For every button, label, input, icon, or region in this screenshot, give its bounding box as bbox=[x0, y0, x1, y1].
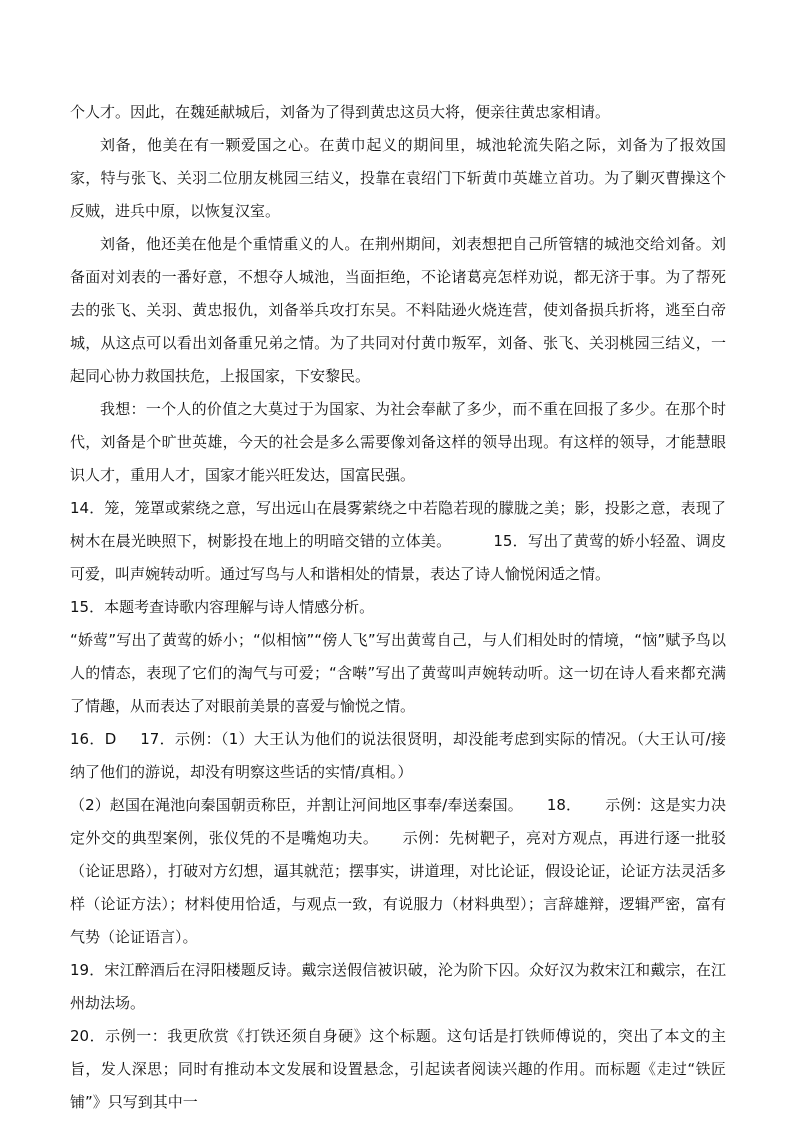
answer-17-18 bbox=[70, 789, 726, 954]
answer-15-analysis: “娇莺”写出了黄莺的娇小；“似相恼”“傍人飞”写出黄莺自己，与人们相处时的情境，“恼”赋予鸟以人的情态，表现了它们的淘气与可爱；“含啭”写出了黄莺叫声婉转动听。这一切在诗人看来都充满了情趣，从而表达了对眼前美景的喜爱与愉悦之情。 bbox=[70, 631, 726, 715]
answer-18-number: 18． bbox=[546, 796, 582, 814]
answer-14: 14．笼，笼罩或萦绕之意，写出远山在晨雾萦绕之中若隐若现的朦胧之美；影，投影之意，表现了树木在晨光映照下，树影投在地上的明暗交错的立体美。 bbox=[70, 499, 726, 550]
answer-18-example-2: 示例：先树靶子，亮对方观点，再进行逐一批驳（论证思路），打破对方幻想，逼其就范；摆事实，讲道理，对比论证，假设论证，论证方法灵活多样（论证方法）；材料使用恰适，与观点一致，有说服力（材料典型）；言辞雄辩，逻辑严密，富有气势（论证语言）。 bbox=[70, 829, 726, 946]
answer-15: 15．写出了黄莺的娇小轻盈、调皮可爱，叫声婉转动听。通过写鸟与人和谐相处的情景，表达了诗人愉悦闲适之情。 bbox=[70, 532, 726, 583]
answer-19: 19．宋江醉酒后在浔阳楼题反诗。戴宗送假信被识破，沦为阶下囚。众好汉为救宋江和戴宗，在江州劫法场。 bbox=[70, 961, 726, 1012]
answer-16: 16．D bbox=[70, 730, 117, 748]
document-body bbox=[70, 96, 726, 1119]
answer-17: 17．示例：（1）大王认为他们的说法很贤明，却没能考虑到实际的情况。（大王认可/接纳了他们的游说，却没有明察这些话的实情/真相。） bbox=[70, 730, 726, 781]
answer-16-17 bbox=[70, 723, 726, 789]
answer-18-example-1: 示例：这是实力决定外交的典型案例，张仪凭的不是嘴炮功夫。 bbox=[70, 796, 726, 847]
answer-17-part-2: （2）赵国在渑池向秦国朝贡称臣，并割让河间地区事奉/奉送秦国。 bbox=[70, 796, 523, 814]
answer-15-analysis-heading: 15．本题考查诗歌内容理解与诗人情感分析。 bbox=[70, 598, 375, 616]
paragraph-2: 刘备，他美在有一颗爱国之心。在黄巾起义的期间里，城池轮流失陷之际，刘备为了报效国家，特与张飞、关羽二位朋友桃园三结义，投靠在袁绍门下斩黄巾英雄立首功。为了剿灭曹操这个反贼，进兵中原，以恢复汉室。 bbox=[70, 136, 726, 220]
answer-20: 20．示例一：我更欣赏《打铁还须自身硬》这个标题。这句话是打铁师傅说的，突出了本文的主旨，发人深思；同时有推动本文发展和设置悬念，引起读者阅读兴趣的作用。而标题《走过“铁匠铺”》只写到其中一 bbox=[70, 1027, 726, 1111]
answer-14-15 bbox=[70, 492, 726, 591]
paragraph-1: 个人才。因此，在魏延献城后，刘备为了得到黄忠这员大将，便亲往黄忠家相请。 bbox=[70, 103, 611, 121]
paragraph-4: 我想：一个人的价值之大莫过于为国家、为社会奉献了多少，而不重在回报了多少。在那个时代，刘备是个旷世英雄，今天的社会是多么需要像刘备这样的领导出现。有这样的领导，才能慧眼识人才，重用人才，国家才能兴旺发达，国富民强。 bbox=[70, 400, 726, 484]
paragraph-3: 刘备，他还美在他是个重情重义的人。在荆州期间，刘表想把自己所管辖的城池交给刘备。刘备面对刘表的一番好意，不想夺人城池，当面拒绝，不论诸葛亮怎样劝说，都无济于事。为了帮死去的张飞、关羽、黄忠报仇，刘备举兵攻打东吴。不料陆逊火烧连营，使刘备损兵折将，逃至白帝城，从这点可以看出刘备重兄弟之情。为了共同对付黄巾叛军，刘备、张飞、关羽桃园三结义，一起同心协力救国扶危，上报国家，下安黎民。 bbox=[70, 235, 726, 385]
